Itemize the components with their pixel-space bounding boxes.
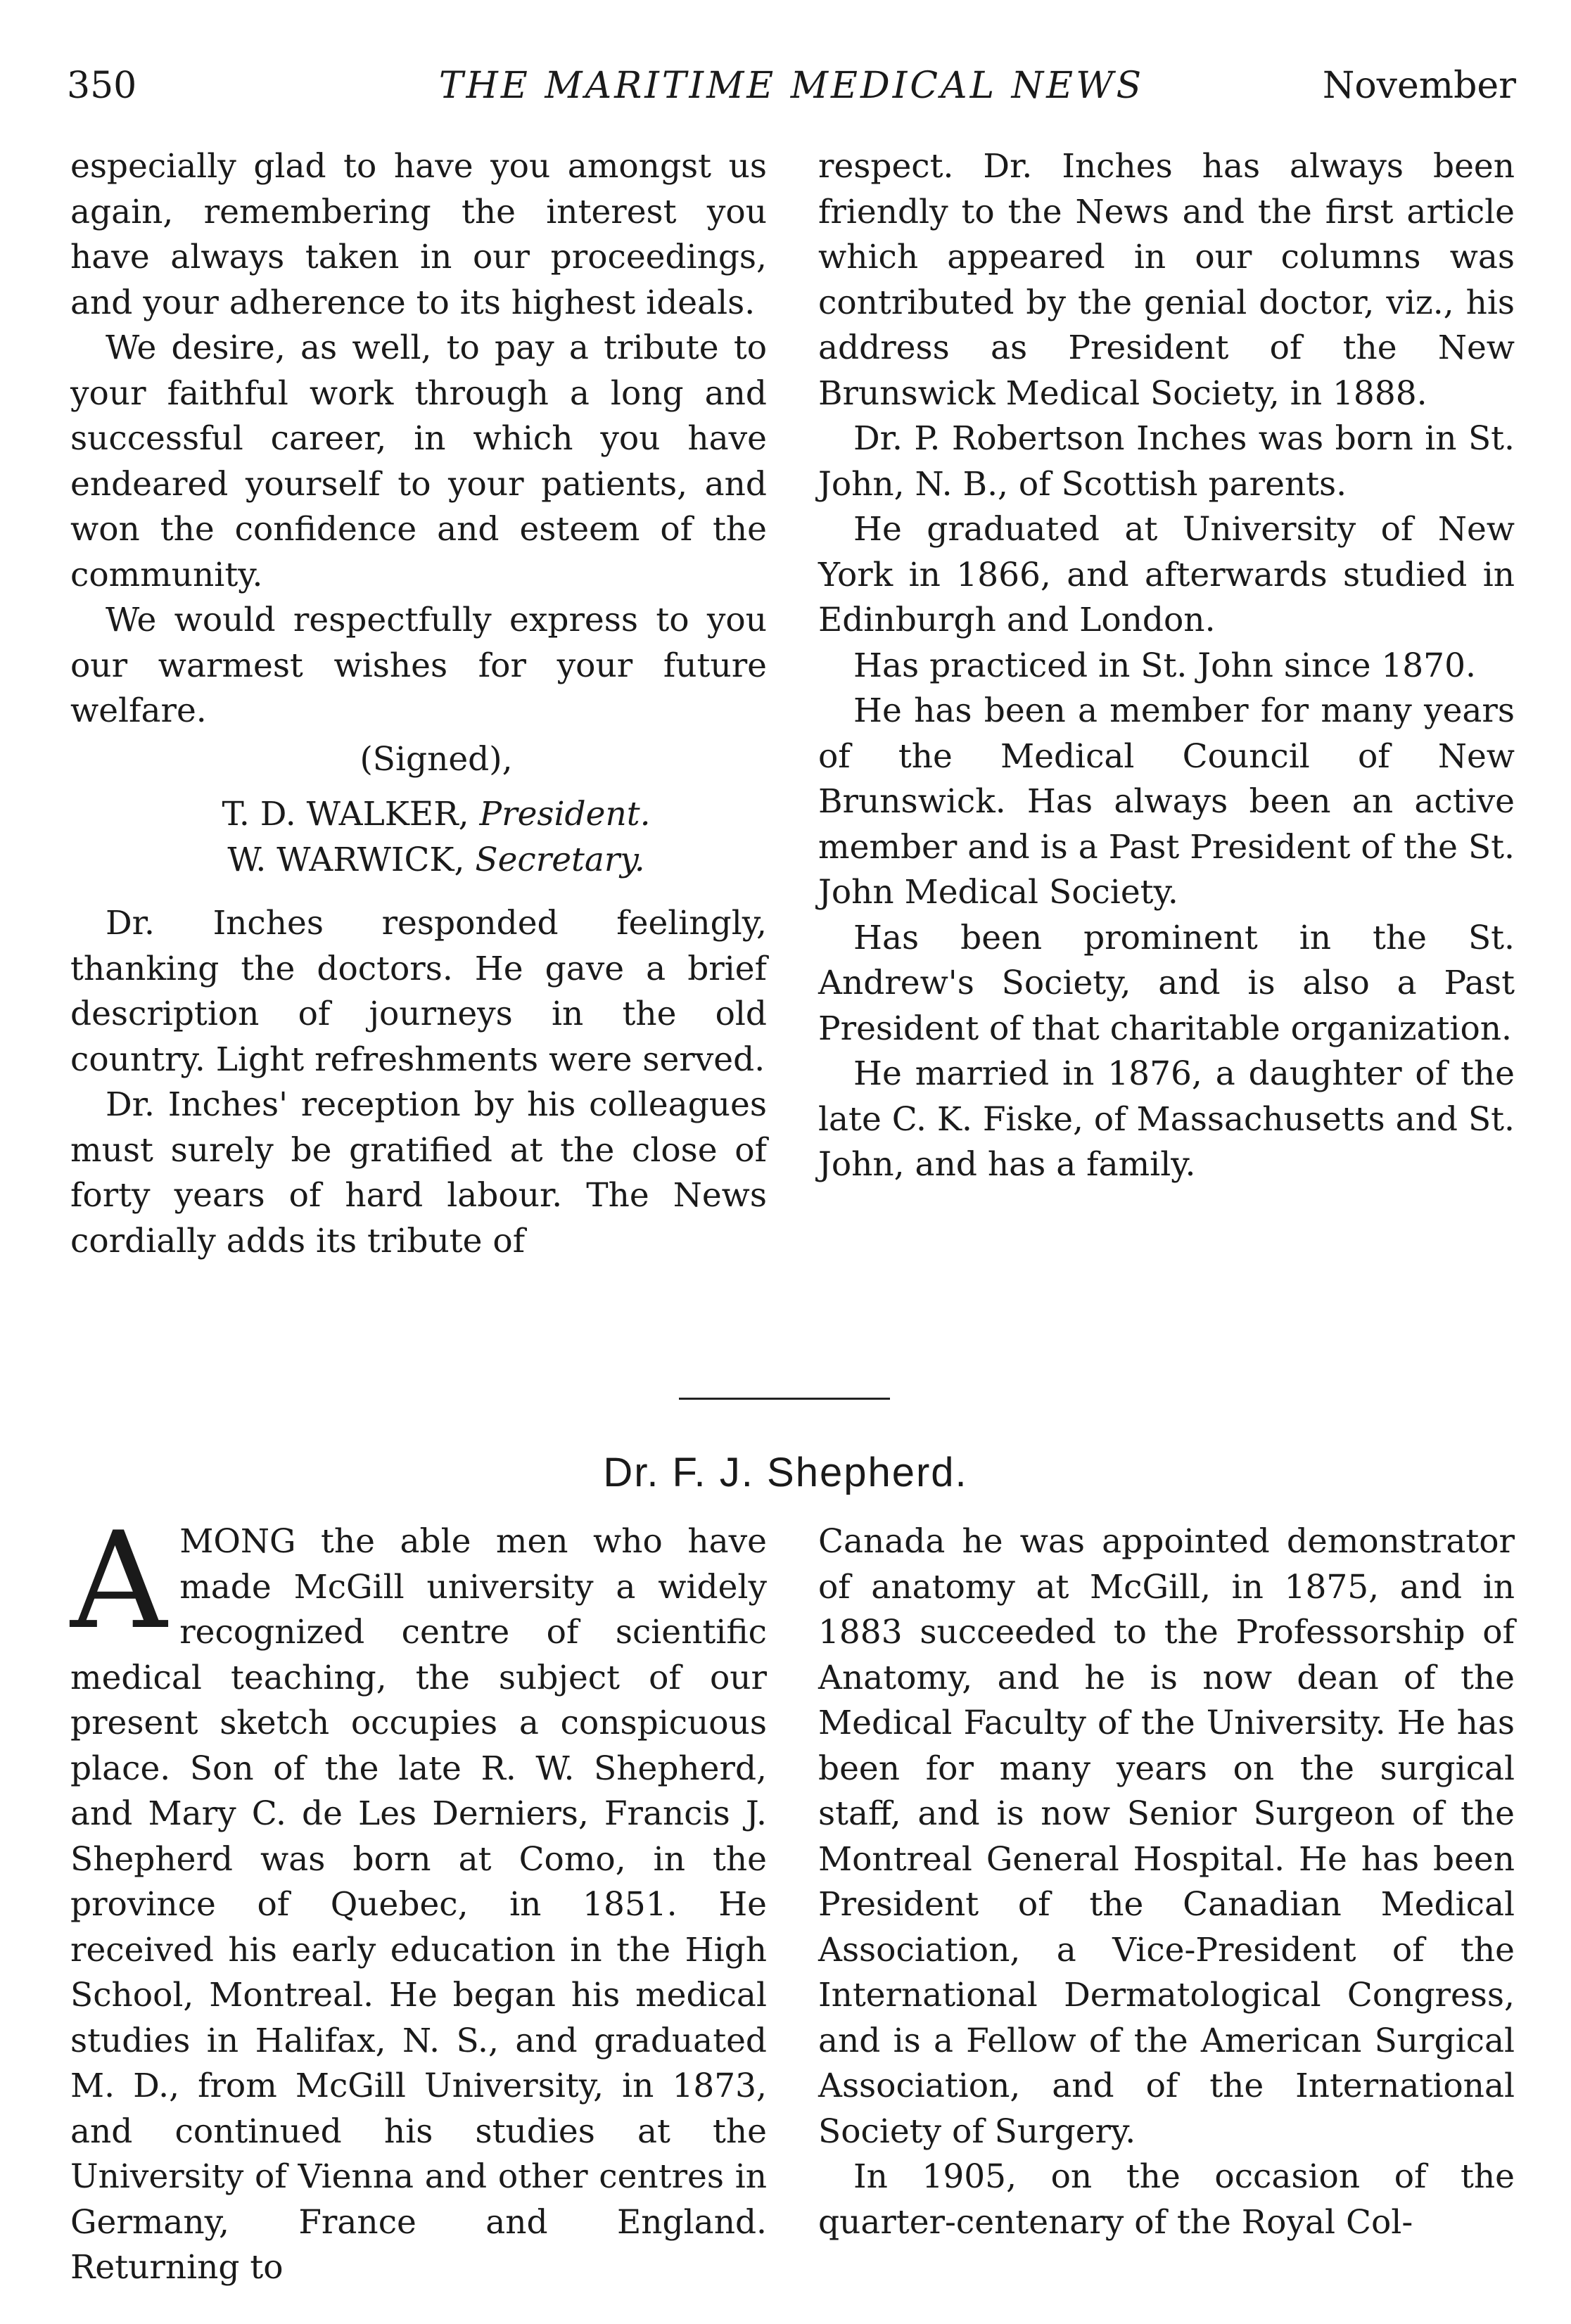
- section-divider: [679, 1398, 890, 1400]
- paragraph: Canada he was appointed demonstrator of anatomy at McGill, in 1875, and in 1883 succeeded to the Professorship of Anatomy, and he is now dean of the Medical Faculty of the University. He has been for many years on the surgical staff, and is now Senior Surgeon of the Montreal General Hospital. He has been President of the Canadian Medical Association, a Vice-President of the International Dermatological Congress, and is a Fellow of the American Surgical Association, and of the International Society of Surgery.: [818, 1522, 1515, 2151]
- column-bottom-left: [70, 1503, 767, 2291]
- running-header: [67, 65, 1516, 121]
- paragraph: He married in 1876, a daughter of the late C. K. Fiske, of Massachusetts and St. John, and has a family.: [818, 1054, 1515, 1184]
- paragraph: Dr. Inches responded feelingly, thanking the doctors. He gave a brief description of journeys in the old country. Light refreshments were served.: [70, 904, 767, 1079]
- signatory-name: T. D. WALKER,: [222, 795, 469, 834]
- signatory-name: W. WARWICK,: [227, 840, 465, 879]
- paragraph: Has practiced in St. John since 1870.: [853, 646, 1476, 685]
- column-top-left: [70, 144, 767, 1264]
- paragraph: [70, 1503, 767, 2291]
- journal-title: THE MARITIME MEDICAL NEWS: [438, 65, 1145, 107]
- paragraph: He has been a member for many years of the Medical Council of New Brunswick. Has always been an active member and is a Past President of the St. John Medical Society.: [818, 691, 1515, 912]
- signatory-role: Secretary.: [475, 840, 645, 879]
- paragraph: We would respectfully express to you our warmest wishes for your future welfare.: [70, 601, 767, 730]
- paragraph: He graduated at University of New York in 1866, and afterwards studied in Edinburgh and London.: [818, 510, 1515, 639]
- signed-line: (Signed),: [360, 739, 513, 779]
- paragraph: respect. Dr. Inches has always been friendly to the News and the first article which appeared in our columns was contributed by the genial doctor, viz., his address as President of the New Brunswick Medical Society, in 1888.: [818, 147, 1515, 413]
- paragraph: In 1905, on the occasion of the quarter-centenary of the Royal Col-: [818, 2157, 1515, 2242]
- paragraph: especially glad to have you amongst us again, remembering the interest you have always taken in our proceedings, and your adherence to its highest ideals.: [70, 147, 767, 322]
- drop-cap: A: [70, 1503, 167, 1659]
- article-title: Dr. F. J. Shepherd.: [603, 1450, 968, 1495]
- signature-president: [70, 792, 767, 838]
- page-number: 350: [67, 65, 137, 107]
- signatory-role: President.: [479, 795, 651, 834]
- issue-month: November: [1322, 65, 1516, 107]
- paragraph: We desire, as well, to pay a tribute to your faithful work through a long and successful career, in which you have endeared yourself to your patients, and won the confidence and esteem of the community.: [70, 328, 767, 594]
- paragraph: Dr. P. Robertson Inches was born in St. John, N. B., of Scottish parents.: [818, 419, 1515, 504]
- signature-secretary: [70, 838, 767, 883]
- paragraph: Dr. Inches' reception by his colleagues must surely be gratified at the close of forty years of hard labour. The News cordially adds its tribute of: [70, 1085, 767, 1260]
- paragraph: Has been prominent in the St. Andrew's Society, and is also a Past President of that charitable organization.: [818, 918, 1515, 1048]
- column-bottom-right: [818, 1519, 1515, 2245]
- paragraph-text: MONG the able men who have made McGill university a widely recognized centre of scientific medical teaching, the subject of our present sketch occupies a conspicuous place. Son of the late R. W. Shepherd, and Mary C. de Les Derniers, Francis J. Shepherd was born at Como, in the province of Quebec, in 1851. He received his early education in the High School, Montreal. He began his medical studies in Halifax, N. S., and graduated M. D., from McGill University, in 1873, and continued his studies at the University of Vienna and other centres in Germany, France and England. Returning to: [70, 1522, 767, 2287]
- column-top-right: [818, 144, 1515, 1188]
